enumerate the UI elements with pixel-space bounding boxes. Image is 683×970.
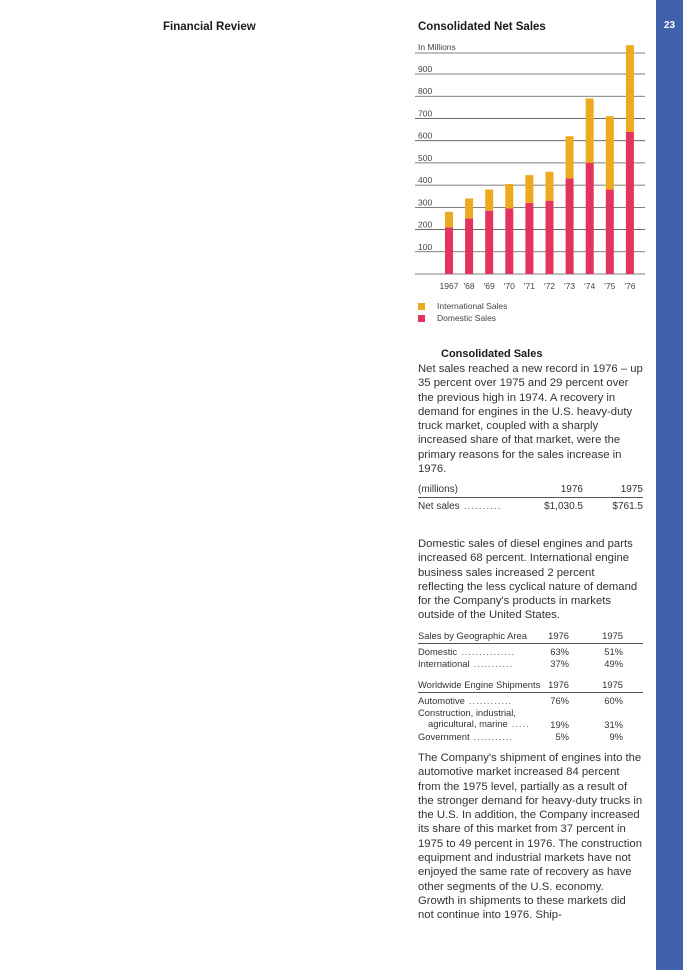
geo-table-header (418, 630, 643, 644)
bar-international (485, 190, 493, 211)
row-value-1976: 5% (555, 731, 569, 742)
bar-international (445, 212, 453, 228)
chart-x-labels (440, 281, 636, 291)
ship-header-label: Worldwide Engine Shipments (418, 679, 541, 690)
bar-international (546, 172, 554, 201)
x-tick-label: '73 (564, 281, 576, 291)
table-row (418, 707, 643, 731)
table-row (418, 646, 643, 658)
row-leader-dots: ........... (473, 658, 514, 669)
sales-paragraph-1: Net sales reached a new record in 1976 – up 35 percent over 1975 and 29 percent over the previous high in 1974. A recovery in demand for engines in the U.S. heavy-duty truck market, coupled with a sharply increased share of that market, were the primary reasons for the sales increase in 1976. (418, 363, 643, 476)
row-value-1976: 19% (550, 719, 569, 730)
row-label: International (418, 658, 470, 669)
bar-domestic (445, 227, 453, 274)
x-tick-label: '69 (483, 281, 495, 291)
consolidated-sales-heading: Consolidated Sales (441, 348, 543, 360)
y-tick-label: 400 (418, 175, 433, 186)
net-sales-table (418, 483, 643, 514)
row-value-1976: $1,030.5 (544, 501, 583, 512)
row-label: Net sales (418, 501, 460, 512)
x-tick-label: '74 (584, 281, 596, 291)
engine-shipments-table (418, 679, 643, 743)
row-value-1975: 49% (604, 658, 623, 669)
y-tick-label: 500 (418, 152, 433, 163)
legend-label-domestic: Domestic Sales (437, 313, 497, 323)
row-label: Government (418, 731, 470, 742)
row-label: Domestic (418, 646, 458, 657)
sales-paragraph-3: The Company's shipment of engines into the automotive market increased 84 percent from the 1975 level, partially as a result of the stronger demand for heavy-duty trucks in the U.S. In addition, the Company increased its share of this market from 37 percent in 1975 to 49 percent in 1976. The construction equipment and industrial markets have not enjoyed the same rate of recovery as have other segments of the U.S. economy. Growth in shipments to these markets did not continue into 1976. Ship- (418, 752, 643, 922)
legend-swatch-international (418, 303, 425, 310)
bar-international (525, 175, 533, 203)
bar-domestic (505, 208, 513, 274)
legend-label-international: International Sales (437, 301, 508, 311)
row-leader-dots: ............ (468, 695, 513, 706)
row-value-1975: 60% (604, 695, 623, 706)
row-label: Automotive (418, 695, 465, 706)
legend-item-domestic (418, 312, 507, 324)
chart-bars (445, 45, 634, 274)
x-tick-label: '68 (463, 281, 475, 291)
table-row (418, 695, 643, 707)
section-heading: Financial Review (163, 21, 256, 33)
y-tick-label: 100 (418, 241, 433, 252)
x-tick-label: '70 (503, 281, 515, 291)
legend-swatch-domestic (418, 315, 425, 322)
x-tick-label: '71 (523, 281, 535, 291)
row-leader-dots: ........... (473, 731, 514, 742)
row-leader-dots: ............... (461, 646, 516, 657)
y-tick-label: 700 (418, 108, 433, 119)
net-sales-table-header (418, 483, 643, 498)
legend-item-international (418, 300, 507, 312)
table-row (418, 500, 643, 514)
row-label-line-2: agricultural, marine (428, 718, 508, 729)
bar-international (586, 98, 594, 162)
chart-legend (418, 300, 507, 324)
bar-international (505, 184, 513, 208)
table-row (418, 658, 643, 670)
ship-header-1976: 1976 (548, 679, 569, 690)
page-number: 23 (663, 20, 676, 31)
y-tick-label: 200 (418, 219, 433, 230)
net-sales-header-1976: 1976 (560, 484, 583, 495)
bar-international (626, 45, 634, 132)
bar-domestic (586, 163, 594, 274)
y-tick-label: 800 (418, 86, 433, 97)
page-tab (656, 0, 683, 970)
row-value-1976: 37% (550, 658, 569, 669)
x-tick-label: '72 (543, 281, 556, 291)
x-tick-label: 1967 (439, 281, 459, 291)
row-value-1975: 51% (604, 646, 623, 657)
net-sales-header-1975: 1975 (620, 484, 643, 495)
geo-header-1976: 1976 (548, 630, 569, 641)
geo-header-1975: 1975 (602, 630, 623, 641)
x-tick-label: '75 (604, 281, 616, 291)
chart-title: Consolidated Net Sales (418, 21, 546, 33)
y-tick-label: 300 (418, 197, 433, 208)
row-leader-dots: ..... (511, 718, 530, 729)
bar-international (566, 136, 574, 178)
net-sales-header-label: (millions) (418, 484, 458, 495)
bar-domestic (465, 218, 473, 274)
row-value-1975: 31% (604, 719, 623, 730)
y-tick-label: 600 (418, 130, 433, 141)
geographic-sales-table (418, 630, 643, 670)
sales-paragraph-2: Domestic sales of diesel engines and parts increased 68 percent. International engine business sales increased 2 percent reflecting the less cyclical nature of demand for the Company's products in markets outside of the United States. (418, 538, 638, 622)
row-value-1975: $761.5 (612, 501, 643, 512)
ship-table-header (418, 679, 643, 693)
net-sales-chart (415, 36, 648, 294)
ship-header-1975: 1975 (602, 679, 623, 690)
row-value-1976: 76% (550, 695, 569, 706)
chart-unit-label: In Millions (418, 42, 456, 52)
row-label-line-1: Construction, industrial, (418, 707, 516, 718)
bar-domestic (606, 190, 614, 274)
bar-international (606, 116, 614, 189)
x-tick-label: '76 (624, 281, 636, 291)
bar-domestic (626, 132, 634, 274)
bar-domestic (525, 203, 533, 274)
row-leader-dots: .......... (463, 501, 502, 512)
y-tick-label: 900 (418, 64, 433, 75)
table-row (418, 731, 643, 743)
row-value-1976: 63% (550, 646, 569, 657)
bar-international (465, 198, 473, 218)
bar-domestic (485, 211, 493, 274)
bar-domestic (566, 178, 574, 274)
row-value-1975: 9% (609, 731, 623, 742)
geo-header-label: Sales by Geographic Area (418, 630, 527, 641)
bar-domestic (546, 201, 554, 274)
